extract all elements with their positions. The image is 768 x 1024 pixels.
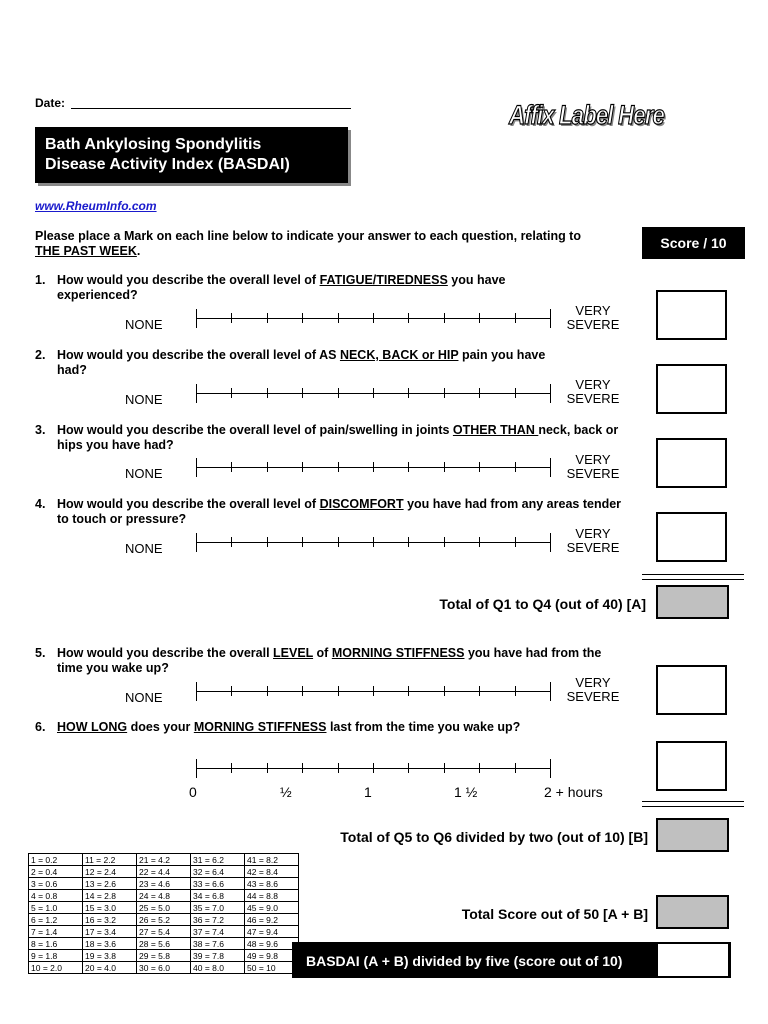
scale-tick (231, 763, 232, 773)
question-number: 6. (35, 720, 46, 734)
scale-end-tick (550, 759, 551, 778)
conversion-cell: 6 = 1.2 (29, 914, 83, 926)
conversion-cell: 28 = 5.6 (137, 938, 191, 950)
question-emphasis: DISCOMFORT (319, 497, 404, 511)
scale-tick (444, 388, 445, 398)
scale-low-label: NONE (125, 466, 163, 481)
conversion-cell: 22 = 4.4 (137, 866, 191, 878)
score-box-q5[interactable] (656, 665, 727, 715)
question-emphasis: MORNING STIFFNESS (331, 646, 465, 660)
conversion-cell: 33 = 6.6 (191, 878, 245, 890)
conversion-cell: 37 = 7.4 (191, 926, 245, 938)
scale-end-tick (550, 533, 551, 552)
scale-tick (267, 462, 268, 472)
affix-label: Affix Label Here (509, 100, 665, 130)
question-emphasis: NECK, BACK or HIP (339, 348, 459, 362)
conversion-cell: 14 = 2.8 (83, 890, 137, 902)
conversion-cell: 27 = 5.4 (137, 926, 191, 938)
scale-end-tick (196, 458, 197, 477)
question-emphasis: MORNING STIFFNESS (193, 720, 327, 734)
conversion-cell: 29 = 5.8 (137, 950, 191, 962)
total-ab-box[interactable] (656, 895, 729, 929)
date-label: Date: (35, 96, 66, 110)
conversion-cell: 20 = 4.0 (83, 962, 137, 974)
section-divider (642, 574, 744, 580)
scale-tick (479, 763, 480, 773)
conversion-cell: 45 = 9.0 (245, 902, 299, 914)
scale-tick (444, 537, 445, 547)
question-text: you have had from the (464, 646, 602, 660)
conversion-cell: 34 = 6.8 (191, 890, 245, 902)
scale-tick (302, 763, 303, 773)
scale-end-tick (550, 682, 551, 701)
total-ab-label: Total Score out of 50 [A + B] (461, 906, 648, 922)
scale-tick (479, 388, 480, 398)
scale-tick (444, 763, 445, 773)
conversion-row (29, 914, 299, 926)
question-emphasis: HOW LONG (57, 720, 128, 734)
scale-end-tick (196, 533, 197, 552)
scale-tick (373, 313, 374, 323)
question-text: neck, back or (538, 423, 619, 437)
conversion-cell: 40 = 8.0 (191, 962, 245, 974)
conversion-cell: 17 = 3.4 (83, 926, 137, 938)
conversion-cell: 31 = 6.2 (191, 854, 245, 866)
score-box-q3[interactable] (656, 438, 727, 488)
title-line-2: Disease Activity Index (BASDAI) (45, 156, 290, 173)
conversion-cell: 46 = 9.2 (245, 914, 299, 926)
basdai-result-box[interactable] (658, 944, 728, 976)
conversion-cell: 13 = 2.6 (83, 878, 137, 890)
scale-tick (408, 462, 409, 472)
conversion-cell: 35 = 7.0 (191, 902, 245, 914)
question-number: 3. (35, 423, 46, 437)
scale-low-label: NONE (125, 317, 163, 332)
question-number: 1. (35, 273, 46, 287)
question-text: time you wake up? (57, 661, 169, 675)
instructions-text: Please place a Mark on each line below to indicate your answer to each question, relating to (35, 229, 581, 243)
total-b-box[interactable] (656, 818, 729, 852)
section-divider (642, 801, 744, 807)
question-text: to touch or pressure? (57, 512, 187, 526)
scale-high-label (563, 676, 623, 704)
question-text: How would you describe the overall level of AS (57, 348, 340, 362)
scale-low-label: NONE (125, 690, 163, 705)
conversion-cell: 5 = 1.0 (29, 902, 83, 914)
conversion-cell: 21 = 4.2 (137, 854, 191, 866)
scale-end-tick (550, 384, 551, 403)
scale-end-tick (196, 384, 197, 403)
scale-high-label-2: SEVERE (566, 689, 620, 704)
conversion-cell: 19 = 3.8 (83, 950, 137, 962)
scale-tick (408, 388, 409, 398)
score-box-q4[interactable] (656, 512, 727, 562)
scale-tick (408, 763, 409, 773)
conversion-cell: 26 = 5.2 (137, 914, 191, 926)
scale-tick (338, 537, 339, 547)
scale-tick (408, 537, 409, 547)
conversion-cell: 25 = 5.0 (137, 902, 191, 914)
question-text: How would you describe the overall (57, 646, 274, 660)
scale-tick (373, 686, 374, 696)
scale-end-tick (196, 759, 197, 778)
conversion-row (29, 854, 299, 866)
scale-low-label: NONE (125, 541, 163, 556)
scale-tick (515, 313, 516, 323)
scale-tick (444, 313, 445, 323)
conversion-row (29, 902, 299, 914)
scale-q4[interactable] (196, 533, 551, 551)
scale-tick (479, 313, 480, 323)
scale-high-label-2: SEVERE (566, 466, 620, 481)
scale-high-label-2: SEVERE (566, 391, 620, 406)
score-header (642, 227, 745, 259)
date-line[interactable] (71, 108, 351, 109)
conversion-cell: 4 = 0.8 (29, 890, 83, 902)
scale-tick (444, 686, 445, 696)
conversion-cell: 18 = 3.6 (83, 938, 137, 950)
scale-tick (479, 462, 480, 472)
scale-high-label-1: VERY (575, 675, 611, 690)
conversion-cell: 2 = 0.4 (29, 866, 83, 878)
website-link[interactable]: www.RheumInfo.com (35, 199, 157, 213)
conversion-cell: 9 = 1.8 (29, 950, 83, 962)
scale-tick (302, 462, 303, 472)
conversion-cell: 23 = 4.6 (137, 878, 191, 890)
scale-tick (338, 686, 339, 696)
scale-tick (515, 462, 516, 472)
conversion-cell: 3 = 0.6 (29, 878, 83, 890)
scale-low-label: NONE (125, 392, 163, 407)
scale-tick (302, 537, 303, 547)
score-header-label: Score / 10 (660, 235, 727, 251)
conversion-row (29, 950, 299, 962)
score-box-q2[interactable] (656, 364, 727, 414)
scale-tick (479, 686, 480, 696)
conversion-cell: 42 = 8.4 (245, 866, 299, 878)
scale-tick (302, 313, 303, 323)
scale-tick (267, 686, 268, 696)
scale-end-tick (196, 682, 197, 701)
scale-tick (444, 462, 445, 472)
question-text: you have (447, 273, 506, 287)
scale-tick (338, 763, 339, 773)
scale-tick (373, 537, 374, 547)
scale-high-label-2: SEVERE (566, 540, 620, 555)
conversion-cell: 24 = 4.8 (137, 890, 191, 902)
scale-high-label-1: VERY (575, 377, 611, 392)
conversion-cell: 44 = 8.8 (245, 890, 299, 902)
scale-high-label (563, 453, 623, 481)
scale-high-label-2: SEVERE (566, 317, 620, 332)
question-number: 4. (35, 497, 46, 511)
scale-tick (231, 462, 232, 472)
scale-tick (515, 686, 516, 696)
conversion-cell: 15 = 3.0 (83, 902, 137, 914)
scale-tick (515, 763, 516, 773)
time-label-0: 0 (189, 784, 197, 800)
scale-q6[interactable] (196, 759, 551, 777)
time-label-1: 1 (364, 784, 372, 800)
question-text: had? (57, 363, 87, 377)
conversion-row (29, 878, 299, 890)
conversion-cell: 43 = 8.6 (245, 878, 299, 890)
total-a-box[interactable] (656, 585, 729, 619)
scale-high-label (563, 378, 623, 406)
question-text: How would you describe the overall level of pain/swelling in joints (57, 423, 453, 437)
scale-tick (267, 313, 268, 323)
conversion-cell: 36 = 7.2 (191, 914, 245, 926)
scale-end-tick (196, 309, 197, 328)
scale-tick (338, 388, 339, 398)
question-text: you have had from any areas tender (403, 497, 622, 511)
question-number: 5. (35, 646, 46, 660)
conversion-cell: 38 = 7.6 (191, 938, 245, 950)
conversion-cell: 16 = 3.2 (83, 914, 137, 926)
scale-tick (373, 763, 374, 773)
scale-q3[interactable] (196, 458, 551, 476)
basdai-result-bar (292, 942, 731, 978)
question-text: How would you describe the overall level of (57, 273, 320, 287)
instructions-period: . (136, 244, 141, 258)
instructions-emphasis: THE PAST WEEK (35, 244, 137, 258)
scale-q1[interactable] (196, 309, 551, 327)
basdai-result-label: BASDAI (A + B) divided by five (score out of 10) (306, 953, 623, 969)
conversion-cell: 48 = 9.6 (245, 938, 299, 950)
question-emphasis: OTHER THAN (452, 423, 539, 437)
scale-tick (302, 686, 303, 696)
instructions (35, 229, 615, 259)
title-line-1: Bath Ankylosing Spondylitis (45, 136, 262, 153)
scale-high-label-1: VERY (575, 303, 611, 318)
scale-end-tick (550, 309, 551, 328)
question-emphasis: FATIGUE/TIREDNESS (319, 273, 448, 287)
scale-high-label (563, 527, 623, 555)
conversion-cell: 7 = 1.4 (29, 926, 83, 938)
question-text: How would you describe the overall level of (57, 497, 320, 511)
score-box-q6[interactable] (656, 741, 727, 791)
question-emphasis: LEVEL (273, 646, 314, 660)
conversion-cell: 10 = 2.0 (29, 962, 83, 974)
scale-tick (302, 388, 303, 398)
conversion-table (28, 853, 299, 974)
scale-tick (267, 388, 268, 398)
scale-q2[interactable] (196, 384, 551, 402)
scale-tick (515, 537, 516, 547)
scale-q5[interactable] (196, 682, 551, 700)
conversion-row (29, 890, 299, 902)
score-box-q1[interactable] (656, 290, 727, 340)
conversion-row (29, 926, 299, 938)
scale-high-label-1: VERY (575, 452, 611, 467)
total-b-label: Total of Q5 to Q6 divided by two (out of 10) [B] (340, 829, 648, 845)
scale-tick (515, 388, 516, 398)
total-a-label: Total of Q1 to Q4 (out of 40) [A] (439, 596, 646, 612)
question-text: last from the time you wake up? (326, 720, 521, 734)
conversion-cell: 1 = 0.2 (29, 854, 83, 866)
question-text: hips you have had? (57, 438, 174, 452)
scale-tick (231, 686, 232, 696)
conversion-cell: 32 = 6.4 (191, 866, 245, 878)
question-text: pain you have (458, 348, 546, 362)
scale-tick (408, 313, 409, 323)
conversion-cell: 30 = 6.0 (137, 962, 191, 974)
conversion-row (29, 938, 299, 950)
time-label-2-hours: 2 + hours (544, 784, 603, 800)
conversion-row (29, 962, 299, 974)
conversion-cell: 39 = 7.8 (191, 950, 245, 962)
scale-tick (231, 388, 232, 398)
conversion-cell: 41 = 8.2 (245, 854, 299, 866)
scale-tick (408, 686, 409, 696)
scale-tick (338, 313, 339, 323)
conversion-cell: 49 = 9.8 (245, 950, 299, 962)
question-text: does your (127, 720, 194, 734)
scale-high-label-1: VERY (575, 526, 611, 541)
scale-tick (231, 537, 232, 547)
scale-tick (338, 462, 339, 472)
title-box (35, 127, 348, 183)
conversion-cell: 47 = 9.4 (245, 926, 299, 938)
conversion-cell: 8 = 1.6 (29, 938, 83, 950)
conversion-cell: 12 = 2.4 (83, 866, 137, 878)
scale-tick (267, 537, 268, 547)
time-label-1-half: 1 ½ (454, 784, 478, 800)
question-text: of (313, 646, 332, 660)
scale-tick (373, 388, 374, 398)
scale-tick (267, 763, 268, 773)
scale-high-label (563, 304, 623, 332)
question-text: experienced? (57, 288, 138, 302)
conversion-cell: 11 = 2.2 (83, 854, 137, 866)
conversion-cell: 50 = 10 (245, 962, 299, 974)
conversion-row (29, 866, 299, 878)
time-label-half: ½ (280, 784, 292, 800)
scale-tick (479, 537, 480, 547)
scale-end-tick (550, 458, 551, 477)
scale-tick (373, 462, 374, 472)
question-number: 2. (35, 348, 46, 362)
scale-tick (231, 313, 232, 323)
